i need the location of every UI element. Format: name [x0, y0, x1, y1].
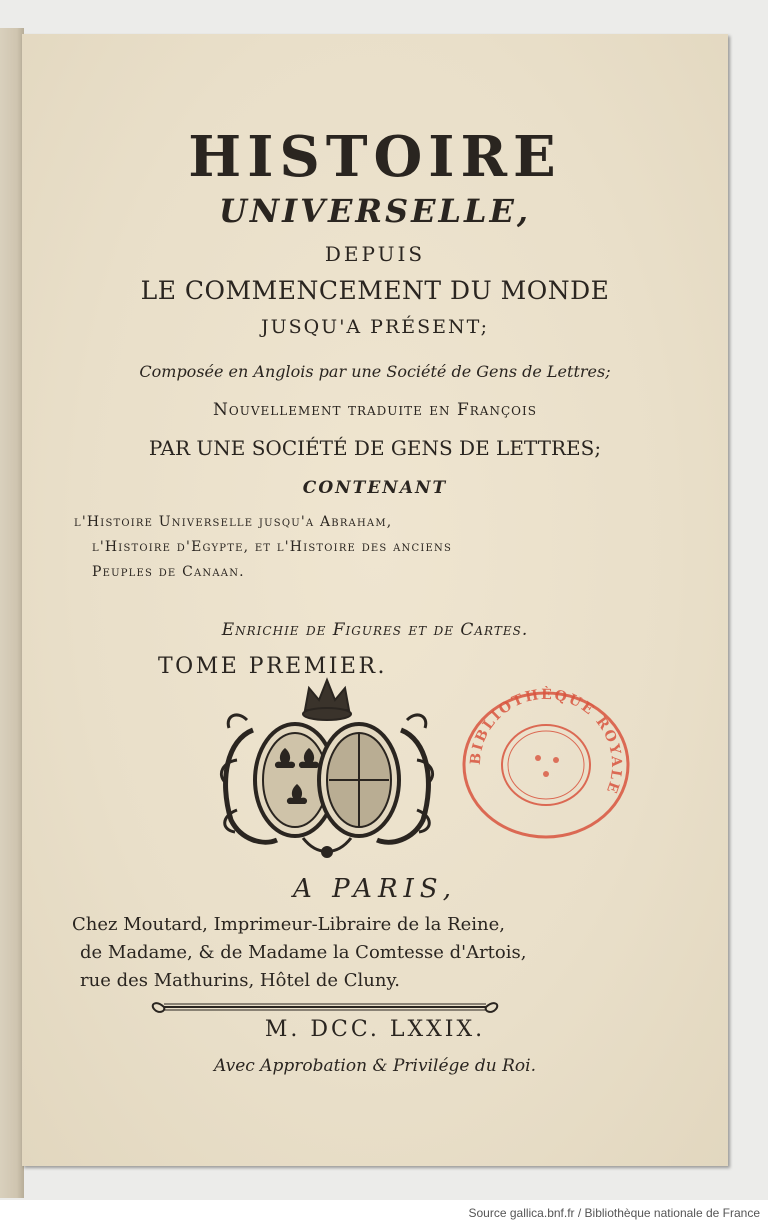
stamp-text: BIBLIOTHÈQUE ROYALE [467, 686, 625, 797]
title-histoire: HISTOIRE [188, 124, 562, 190]
enriched-line: Enrichie de Figures et de Cartes. [221, 620, 529, 640]
date-line: M. DCC. LXXIX. [264, 1017, 486, 1042]
source-credit: Source gallica.bnf.fr / Bibliothèque nationale de France [468, 1206, 760, 1220]
title-commencement: LE COMMENCEMENT DU MONDE [140, 276, 610, 305]
ornament-divider [150, 1000, 500, 1014]
publisher-line-2: de Madame, & de Madame la Comtesse d'Artois, [80, 942, 527, 963]
publisher-line-1: Chez Moutard, Imprimeur-Libraire de la Reine, [72, 914, 506, 935]
title-jusqua-present: JUSQU'A PRÉSENT; [260, 316, 490, 338]
translated-line: Nouvellement traduite en François [213, 400, 537, 420]
contents-line: l'Histoire Universelle jusqu'a Abraham, [74, 514, 393, 530]
title-depuis: DEPUIS [324, 242, 426, 266]
contents-line: l'Histoire d'Egypte, et l'Histoire des anciens [92, 539, 453, 555]
previous-page-edge [0, 28, 24, 1198]
place-line: A PARIS, [293, 874, 457, 904]
contents-line: Peuples de Canaan. [92, 564, 245, 580]
volume-line: TOME PREMIER. [158, 654, 388, 679]
library-stamp-image [460, 686, 632, 840]
title-universelle: UNIVERSELLE, [219, 192, 531, 230]
publisher-line-3: rue des Mathurins, Hôtel de Cluny. [80, 970, 400, 991]
title-page [22, 34, 728, 1166]
contents-list [74, 510, 452, 585]
approval-line: Avec Approbation & Privilége du Roi. [214, 1056, 536, 1076]
by-society-line: PAR UNE SOCIÉTÉ DE GENS DE LETTRES; [148, 436, 602, 460]
contents-heading: CONTENANT [302, 478, 448, 498]
composed-line: Composée en Anglois par une Société de Gens de Lettres; [139, 362, 611, 381]
coat-of-arms-image [207, 670, 447, 860]
